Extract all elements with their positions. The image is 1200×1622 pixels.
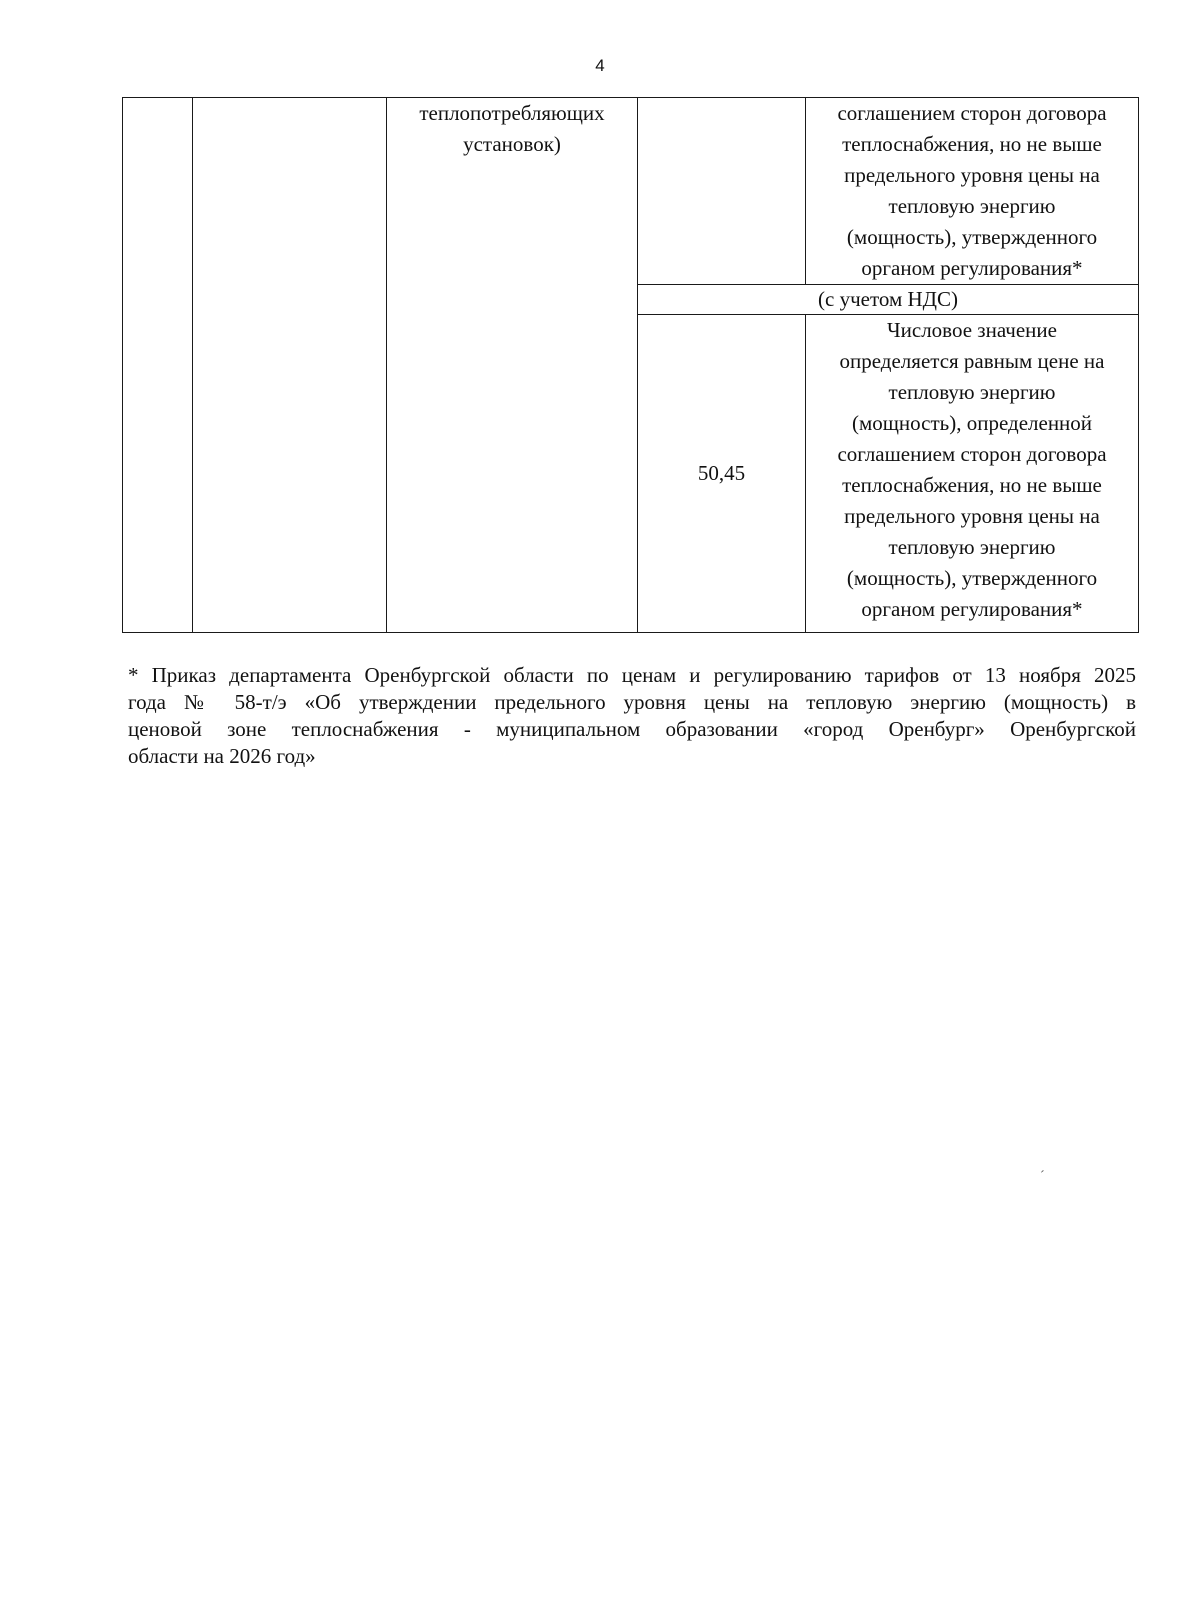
footnote-line: ценовой зоне теплоснабжения - муниципальном образовании «город Оренбург» Оренбургской [128, 717, 1136, 741]
table-cell-value-empty [638, 98, 806, 285]
footnote-line: года № 58-т/э «Об утверждении предельного уровня цены на тепловую энергию (мощность) в [128, 690, 1136, 714]
scan-speck: ´ [1040, 1169, 1045, 1184]
description-text: соглашением сторон договора теплоснабжения, но не выше предельного уровня цены на тепловую энергию (мощность), утвержденного органом регулирования* [837, 101, 1107, 280]
table-cell-category [193, 98, 387, 633]
table-cell-description [806, 315, 1139, 633]
table-row [123, 98, 1139, 285]
table-cell-number [123, 98, 193, 633]
description-text: Числовое значение определяется равным цене на тепловую энергию (мощность), определенной соглашением сторон договора теплоснабжения, но не выше предельного уровня цены на тепловую энергию (мощность), утвержденного органом регулирования* [837, 318, 1107, 621]
tariff-table [122, 97, 1139, 633]
page-number: 4 [595, 56, 605, 75]
footnote [128, 662, 1136, 770]
table-cell-consumer-group [387, 98, 638, 633]
consumer-group-text: теплопотребляющих установок) [419, 101, 605, 156]
table-cell-description [806, 98, 1139, 285]
vat-header-cell: (с учетом НДС) [638, 285, 1139, 315]
footnote-line: области на 2026 год» [128, 744, 316, 768]
table-cell-value: 50,45 [638, 315, 806, 633]
footnote-line: * Приказ департамента Оренбургской области по ценам и регулированию тарифов от 13 ноября 2025 [128, 663, 1136, 687]
